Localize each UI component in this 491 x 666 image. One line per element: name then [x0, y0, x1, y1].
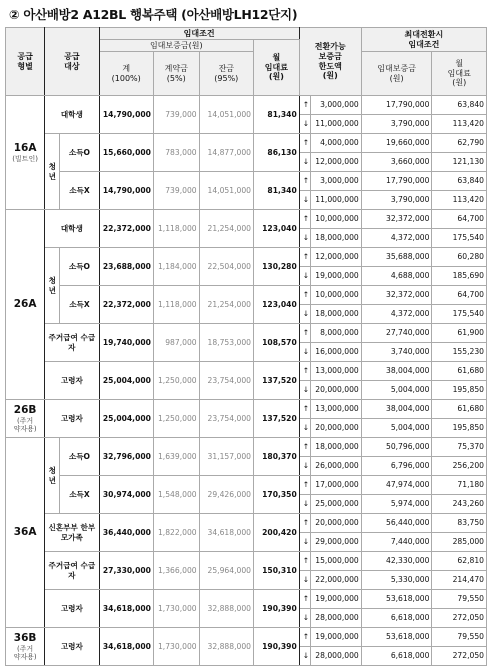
monthly-cell: 200,420 [254, 514, 300, 552]
balance-cell: 21,254,000 [199, 286, 253, 324]
segment-cell: 소득O [60, 438, 99, 476]
monthly-cell: 123,040 [254, 210, 300, 248]
max-deposit-cell: 35,688,000 [361, 248, 432, 267]
max-monthly-cell: 185,690 [432, 267, 487, 286]
segment-cell: 주거급여 수급자 [45, 324, 99, 362]
conv-limit-cell: 18,000,000 [310, 229, 361, 248]
max-deposit-cell: 53,618,000 [361, 590, 432, 609]
arrow-down-icon: ↓ [299, 191, 310, 210]
max-monthly-cell: 64,700 [432, 286, 487, 305]
arrow-up-icon: ↑ [299, 590, 310, 609]
max-monthly-cell: 272,050 [432, 647, 487, 666]
max-monthly-cell: 75,370 [432, 438, 487, 457]
max-monthly-cell: 272,050 [432, 609, 487, 628]
max-monthly-cell: 214,470 [432, 571, 487, 590]
max-monthly-cell: 63,840 [432, 96, 487, 115]
segment-cell: 소득X [60, 476, 99, 514]
conv-limit-cell: 26,000,000 [310, 457, 361, 476]
type-label: 36B [13, 632, 37, 645]
table-row [6, 172, 487, 191]
max-deposit-cell: 5,330,000 [361, 571, 432, 590]
conv-limit-cell: 17,000,000 [310, 476, 361, 495]
contract-cell: 1,118,000 [153, 286, 199, 324]
max-monthly-cell: 79,550 [432, 590, 487, 609]
conv-limit-cell: 22,000,000 [310, 571, 361, 590]
max-monthly-cell: 83,750 [432, 514, 487, 533]
contract-cell: 1,118,000 [153, 210, 199, 248]
max-monthly-cell: 256,200 [432, 457, 487, 476]
max-deposit-cell: 42,330,000 [361, 552, 432, 571]
arrow-down-icon: ↓ [299, 571, 310, 590]
balance-cell: 14,051,000 [199, 96, 253, 134]
conv-limit-cell: 29,000,000 [310, 533, 361, 552]
total-cell: 36,440,000 [99, 514, 153, 552]
max-monthly-cell: 113,420 [432, 115, 487, 134]
max-deposit-cell: 47,974,000 [361, 476, 432, 495]
table-row [6, 324, 487, 343]
total-cell: 23,688,000 [99, 248, 153, 286]
arrow-up-icon: ↑ [299, 438, 310, 457]
balance-cell: 21,254,000 [199, 210, 253, 248]
max-monthly-cell: 64,700 [432, 210, 487, 229]
arrow-down-icon: ↓ [299, 495, 310, 514]
total-cell: 30,974,000 [99, 476, 153, 514]
max-deposit-cell: 3,660,000 [361, 153, 432, 172]
conv-limit-cell: 11,000,000 [310, 191, 361, 210]
conv-limit-cell: 13,000,000 [310, 362, 361, 381]
monthly-cell: 81,340 [254, 96, 300, 134]
header-max-monthly: 월 임대료 (원) [432, 52, 487, 96]
type-cell [6, 96, 45, 210]
contract-cell: 1,730,000 [153, 628, 199, 666]
segment-cell: 고령자 [45, 590, 99, 628]
type-cell [6, 438, 45, 628]
contract-cell: 739,000 [153, 172, 199, 210]
contract-cell: 783,000 [153, 134, 199, 172]
conv-limit-cell: 11,000,000 [310, 115, 361, 134]
total-cell: 34,618,000 [99, 590, 153, 628]
monthly-cell: 190,390 [254, 628, 300, 666]
conv-limit-cell: 18,000,000 [310, 305, 361, 324]
max-deposit-cell: 3,790,000 [361, 115, 432, 134]
max-monthly-cell: 175,540 [432, 229, 487, 248]
conv-limit-cell: 19,000,000 [310, 628, 361, 647]
header-total: 계 (100%) [99, 52, 153, 96]
balance-cell: 32,888,000 [199, 628, 253, 666]
arrow-down-icon: ↓ [299, 457, 310, 476]
monthly-cell: 170,350 [254, 476, 300, 514]
header-deposit: 임대보증금(원) [99, 40, 253, 52]
balance-cell: 14,051,000 [199, 172, 253, 210]
max-deposit-cell: 4,688,000 [361, 267, 432, 286]
segment-cell: 주거급여 수급자 [45, 552, 99, 590]
arrow-down-icon: ↓ [299, 419, 310, 438]
total-cell: 22,372,000 [99, 210, 153, 248]
max-deposit-cell: 56,440,000 [361, 514, 432, 533]
conv-limit-cell: 16,000,000 [310, 343, 361, 362]
table-row [6, 438, 487, 457]
conv-limit-cell: 3,000,000 [310, 96, 361, 115]
max-monthly-cell: 62,790 [432, 134, 487, 153]
conv-limit-cell: 10,000,000 [310, 286, 361, 305]
monthly-cell: 130,280 [254, 248, 300, 286]
conv-limit-cell: 19,000,000 [310, 267, 361, 286]
rent-table [5, 27, 487, 666]
total-cell: 25,004,000 [99, 400, 153, 438]
max-deposit-cell: 3,790,000 [361, 191, 432, 210]
table-row [6, 362, 487, 381]
max-deposit-cell: 17,790,000 [361, 172, 432, 191]
segment-cell: 대학생 [45, 96, 99, 134]
balance-cell: 25,964,000 [199, 552, 253, 590]
monthly-cell: 180,370 [254, 438, 300, 476]
max-monthly-cell: 61,680 [432, 400, 487, 419]
segment-cell: 고령자 [45, 400, 99, 438]
table-row [6, 590, 487, 609]
type-label: 26A [13, 298, 37, 311]
conv-limit-cell: 15,000,000 [310, 552, 361, 571]
max-deposit-cell: 5,974,000 [361, 495, 432, 514]
max-deposit-cell: 19,660,000 [361, 134, 432, 153]
table-row [6, 248, 487, 267]
contract-cell: 1,548,000 [153, 476, 199, 514]
arrow-down-icon: ↓ [299, 115, 310, 134]
page-title: ② 아산배방2 A12BL 행복주택 (아산배방LH12단지) [9, 7, 298, 22]
arrow-up-icon: ↑ [299, 210, 310, 229]
segment-cell: 고령자 [45, 362, 99, 400]
total-cell: 14,790,000 [99, 96, 153, 134]
max-monthly-cell: 61,680 [432, 362, 487, 381]
monthly-cell: 137,520 [254, 400, 300, 438]
contract-cell: 1,822,000 [153, 514, 199, 552]
balance-cell: 23,754,000 [199, 400, 253, 438]
max-deposit-cell: 17,790,000 [361, 96, 432, 115]
segment-cell: 소득X [60, 286, 99, 324]
arrow-down-icon: ↓ [299, 609, 310, 628]
max-monthly-cell: 113,420 [432, 191, 487, 210]
max-deposit-cell: 53,618,000 [361, 628, 432, 647]
table-row [6, 96, 487, 115]
arrow-down-icon: ↓ [299, 533, 310, 552]
contract-cell: 1,184,000 [153, 248, 199, 286]
max-monthly-cell: 61,900 [432, 324, 487, 343]
segment-cell: 대학생 [45, 210, 99, 248]
table-row [6, 476, 487, 495]
segment-group-cell: 청년 [45, 438, 60, 514]
header-monthly: 월 임대료 (원) [254, 40, 300, 96]
header-max-deposit: 임대보증금 (원) [361, 52, 432, 96]
monthly-cell: 150,310 [254, 552, 300, 590]
arrow-up-icon: ↑ [299, 476, 310, 495]
arrow-down-icon: ↓ [299, 305, 310, 324]
balance-cell: 31,157,000 [199, 438, 253, 476]
monthly-cell: 81,340 [254, 172, 300, 210]
arrow-up-icon: ↑ [299, 134, 310, 153]
table-row [6, 210, 487, 229]
monthly-cell: 190,390 [254, 590, 300, 628]
max-monthly-cell: 63,840 [432, 172, 487, 191]
total-cell: 32,796,000 [99, 438, 153, 476]
max-deposit-cell: 32,372,000 [361, 286, 432, 305]
max-monthly-cell: 285,000 [432, 533, 487, 552]
arrow-down-icon: ↓ [299, 229, 310, 248]
arrow-up-icon: ↑ [299, 552, 310, 571]
arrow-up-icon: ↑ [299, 172, 310, 191]
table-row [6, 134, 487, 153]
conv-limit-cell: 28,000,000 [310, 609, 361, 628]
conv-limit-cell: 12,000,000 [310, 248, 361, 267]
arrow-up-icon: ↑ [299, 324, 310, 343]
max-monthly-cell: 243,260 [432, 495, 487, 514]
header-rent-conditions: 임대조건 [99, 28, 299, 40]
conv-limit-cell: 20,000,000 [310, 514, 361, 533]
header-conv-limit: 전환가능 보증금 한도액 (원) [299, 28, 361, 96]
max-deposit-cell: 7,440,000 [361, 533, 432, 552]
monthly-cell: 108,570 [254, 324, 300, 362]
balance-cell: 32,888,000 [199, 590, 253, 628]
balance-cell: 29,426,000 [199, 476, 253, 514]
arrow-down-icon: ↓ [299, 343, 310, 362]
max-deposit-cell: 38,004,000 [361, 362, 432, 381]
conv-limit-cell: 20,000,000 [310, 419, 361, 438]
max-monthly-cell: 121,130 [432, 153, 487, 172]
conv-limit-cell: 12,000,000 [310, 153, 361, 172]
segment-cell: 고령자 [45, 628, 99, 666]
total-cell: 27,330,000 [99, 552, 153, 590]
type-note: (빌트인) [12, 154, 38, 163]
max-deposit-cell: 6,618,000 [361, 647, 432, 666]
max-monthly-cell: 79,550 [432, 628, 487, 647]
max-deposit-cell: 4,372,000 [361, 305, 432, 324]
header-max-conv: 최대전환시 임대조건 [361, 28, 486, 52]
total-cell: 22,372,000 [99, 286, 153, 324]
monthly-cell: 137,520 [254, 362, 300, 400]
max-deposit-cell: 50,796,000 [361, 438, 432, 457]
contract-cell: 1,730,000 [153, 590, 199, 628]
table-row [6, 514, 487, 533]
conv-limit-cell: 8,000,000 [310, 324, 361, 343]
arrow-up-icon: ↑ [299, 514, 310, 533]
max-deposit-cell: 5,004,000 [361, 419, 432, 438]
arrow-up-icon: ↑ [299, 96, 310, 115]
monthly-cell: 86,130 [254, 134, 300, 172]
arrow-up-icon: ↑ [299, 286, 310, 305]
max-deposit-cell: 6,618,000 [361, 609, 432, 628]
arrow-down-icon: ↓ [299, 381, 310, 400]
arrow-up-icon: ↑ [299, 628, 310, 647]
table-row [6, 628, 487, 647]
arrow-up-icon: ↑ [299, 362, 310, 381]
conv-limit-cell: 19,000,000 [310, 590, 361, 609]
type-note: (주거 약자용) [13, 416, 37, 433]
contract-cell: 987,000 [153, 324, 199, 362]
max-monthly-cell: 155,230 [432, 343, 487, 362]
conv-limit-cell: 3,000,000 [310, 172, 361, 191]
table-row [6, 286, 487, 305]
max-monthly-cell: 60,280 [432, 248, 487, 267]
max-deposit-cell: 27,740,000 [361, 324, 432, 343]
arrow-down-icon: ↓ [299, 153, 310, 172]
contract-cell: 1,366,000 [153, 552, 199, 590]
segment-group-cell: 청년 [45, 248, 60, 324]
arrow-down-icon: ↓ [299, 647, 310, 666]
contract-cell: 739,000 [153, 96, 199, 134]
balance-cell: 18,753,000 [199, 324, 253, 362]
total-cell: 14,790,000 [99, 172, 153, 210]
header-balance: 잔금 (95%) [199, 52, 253, 96]
balance-cell: 22,504,000 [199, 248, 253, 286]
table-row [6, 552, 487, 571]
max-monthly-cell: 175,540 [432, 305, 487, 324]
type-note: (주거 약자용) [13, 644, 37, 661]
type-label: 16A [13, 142, 37, 155]
type-cell [6, 400, 45, 438]
max-deposit-cell: 6,796,000 [361, 457, 432, 476]
monthly-cell: 123,040 [254, 286, 300, 324]
max-deposit-cell: 4,372,000 [361, 229, 432, 248]
segment-cell: 신혼부부 한부모가족 [45, 514, 99, 552]
segment-cell: 소득X [60, 172, 99, 210]
table-row [6, 400, 487, 419]
segment-cell: 소득O [60, 248, 99, 286]
contract-cell: 1,250,000 [153, 362, 199, 400]
segment-cell: 소득O [60, 134, 99, 172]
header-contract: 계약금 (5%) [153, 52, 199, 96]
arrow-up-icon: ↑ [299, 400, 310, 419]
max-deposit-cell: 32,372,000 [361, 210, 432, 229]
conv-limit-cell: 4,000,000 [310, 134, 361, 153]
arrow-down-icon: ↓ [299, 267, 310, 286]
max-monthly-cell: 195,850 [432, 419, 487, 438]
max-deposit-cell: 38,004,000 [361, 400, 432, 419]
segment-group-cell: 청년 [45, 134, 60, 210]
header-supply-type: 공급 형별 [6, 28, 45, 96]
header-supply-target: 공급 대상 [45, 28, 99, 96]
total-cell: 25,004,000 [99, 362, 153, 400]
max-monthly-cell: 62,810 [432, 552, 487, 571]
conv-limit-cell: 25,000,000 [310, 495, 361, 514]
max-deposit-cell: 5,004,000 [361, 381, 432, 400]
arrow-up-icon: ↑ [299, 248, 310, 267]
contract-cell: 1,250,000 [153, 400, 199, 438]
balance-cell: 14,877,000 [199, 134, 253, 172]
conv-limit-cell: 18,000,000 [310, 438, 361, 457]
conv-limit-cell: 10,000,000 [310, 210, 361, 229]
total-cell: 15,660,000 [99, 134, 153, 172]
max-monthly-cell: 195,850 [432, 381, 487, 400]
conv-limit-cell: 28,000,000 [310, 647, 361, 666]
type-cell [6, 210, 45, 400]
conv-limit-cell: 20,000,000 [310, 381, 361, 400]
contract-cell: 1,639,000 [153, 438, 199, 476]
max-deposit-cell: 3,740,000 [361, 343, 432, 362]
balance-cell: 34,618,000 [199, 514, 253, 552]
type-label: 26B [13, 404, 37, 417]
total-cell: 34,618,000 [99, 628, 153, 666]
max-monthly-cell: 71,180 [432, 476, 487, 495]
balance-cell: 23,754,000 [199, 362, 253, 400]
type-label: 36A [13, 526, 37, 539]
conv-limit-cell: 13,000,000 [310, 400, 361, 419]
type-cell [6, 628, 45, 666]
total-cell: 19,740,000 [99, 324, 153, 362]
